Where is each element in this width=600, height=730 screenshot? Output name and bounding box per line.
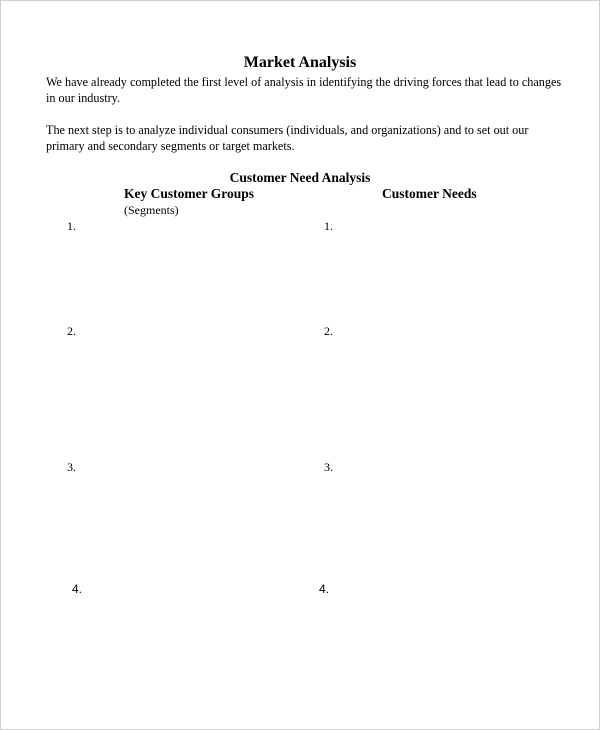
next-step-paragraph: The next step is to analyze individual consumers (individuals, and organizations) and to set out our primary and secondary segments or target markets. bbox=[46, 123, 529, 153]
left-list-number: 3. bbox=[67, 460, 76, 474]
key-customer-groups-header: Key Customer Groups bbox=[124, 186, 255, 201]
customer-needs-header: Customer Needs bbox=[382, 186, 477, 201]
left-list-number: 4. bbox=[72, 582, 83, 596]
left-list-number: 1. bbox=[67, 219, 76, 233]
right-list-number: 2. bbox=[324, 324, 333, 338]
segments-subheader: (Segments) bbox=[124, 203, 179, 217]
intro-paragraph: We have already completed the first level of analysis in identifying the driving forces that lead to changes in our industry. bbox=[46, 75, 562, 105]
right-list-number: 1. bbox=[324, 219, 333, 233]
left-list-number: 2. bbox=[67, 324, 76, 338]
right-list-number: 3. bbox=[324, 460, 333, 474]
page-title: Market Analysis bbox=[243, 54, 357, 71]
right-list-number: 4. bbox=[319, 582, 330, 596]
section-title: Customer Need Analysis bbox=[229, 170, 371, 185]
